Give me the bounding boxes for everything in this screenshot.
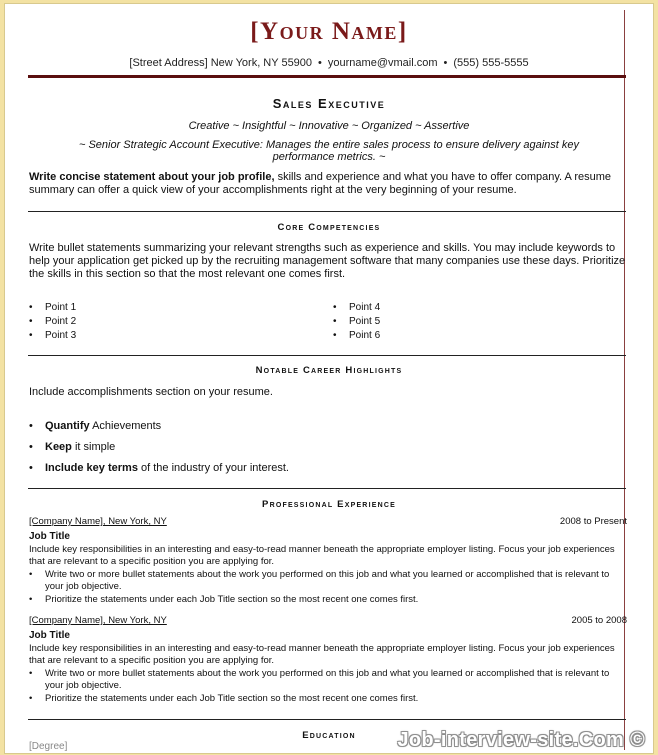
tagline: ~ Senior Strategic Account Executive: Manages the entire sales process to ensure delivery against key performance metrics. ~ <box>78 139 580 163</box>
highlights-intro: Include accomplishments section on your resume. <box>29 386 273 398</box>
job-header-row <box>29 516 627 529</box>
list-item: • Point 2 <box>29 315 76 329</box>
job-header-row <box>29 615 627 628</box>
job-title: Job Title <box>29 531 70 542</box>
job-bullet: • Write two or more bullet statements about the work you performed on this job and what you learned or accomplished that is relevant to your job objective. <box>29 569 627 594</box>
summary-text: skills and experience and what you have to offer company. A resume summary can offer a quick view of your accomplishments right at the very beginning of your resume. <box>29 171 612 196</box>
highlight-text: of the industry of your interest. <box>137 462 289 474</box>
job-entry <box>29 516 627 606</box>
highlight-bold: Quantify <box>45 420 90 432</box>
highlight-bold: Include key terms <box>45 462 138 474</box>
resume-page <box>4 3 654 754</box>
list-item: • Point 5 <box>333 315 380 329</box>
education-heading: Education <box>302 730 356 741</box>
job-bullet: • Write two or more bullet statements about the work you performed on this job and what you learned or accomplished that is relevant to your job objective. <box>29 668 627 693</box>
list-item: • Point 1 <box>29 301 76 315</box>
job-bullet: • Prioritize the statements under each Job Title section so the most recent one comes first. <box>29 594 627 607</box>
summary-bold: Write concise statement about your job profile, <box>29 171 275 183</box>
highlight-text: Achievements <box>89 420 162 432</box>
core-competencies-text: Write bullet statements summarizing your relevant strengths such as experience and skills. You may include keywords to help your application get picked up by the recruiting management software that many companies use these days. Prioritize the skills in this section so that the most relevant one comes first. <box>29 242 626 280</box>
section-divider <box>28 488 626 489</box>
list-item: • Point 6 <box>333 329 380 343</box>
section-divider <box>28 211 626 212</box>
core-competencies-heading: Core Competencies <box>277 222 381 233</box>
list-item <box>29 416 289 437</box>
section-divider <box>28 719 626 720</box>
highlights-list <box>29 416 289 479</box>
job-entry <box>29 615 627 705</box>
highlight-text: it simple <box>71 441 116 453</box>
highlight-bold: Keep <box>45 441 72 453</box>
career-highlights-heading: Notable Career Highlights <box>255 365 403 376</box>
job-description: Include key responsibilities in an interesting and easy-to-read manner beneath the appropriate employer listing. Focus your job experiences that are relevant to a specific position you are applying for. <box>29 642 615 666</box>
summary <box>29 171 627 197</box>
list-item <box>29 437 289 458</box>
contact-line <box>5 57 653 69</box>
degree: [Degree] <box>29 741 68 752</box>
job-headline: Sales Executive <box>272 96 386 111</box>
company-name: [Company Name], New York, NY <box>29 516 167 527</box>
points-left-list <box>29 301 76 343</box>
list-item: • Point 3 <box>29 329 76 343</box>
section-divider <box>28 355 626 356</box>
watermark: Job-interview-site.Com © <box>397 729 645 751</box>
professional-experience-heading: Professional Experience <box>262 499 396 510</box>
traits-line: Creative ~ Insightful ~ Innovative ~ Organized ~ Assertive <box>188 120 470 132</box>
company-name: [Company Name], New York, NY <box>29 615 167 626</box>
job-dates: 2005 to 2008 <box>571 615 627 626</box>
list-item: • Point 4 <box>333 301 380 315</box>
job-title: Job Title <box>29 630 70 641</box>
contact-address: [Street Address] New York, NY 55900 <box>129 57 313 69</box>
points-right-list <box>333 301 380 343</box>
separator-dot: • <box>318 57 322 69</box>
list-item <box>29 458 289 479</box>
contact-email: yourname@vmail.com <box>327 57 438 69</box>
header-divider <box>28 75 626 78</box>
job-description: Include key responsibilities in an interesting and easy-to-read manner beneath the appropriate employer listing. Focus your job experiences that are relevant to a specific position you are applying for. <box>29 543 615 567</box>
job-dates: 2008 to Present <box>559 516 627 527</box>
candidate-name: [Your Name] <box>250 18 408 45</box>
separator-dot: • <box>443 57 448 69</box>
job-bullet: • Prioritize the statements under each Job Title section so the most recent one comes first. <box>29 693 627 706</box>
contact-phone: (555) 555-5555 <box>453 57 529 69</box>
